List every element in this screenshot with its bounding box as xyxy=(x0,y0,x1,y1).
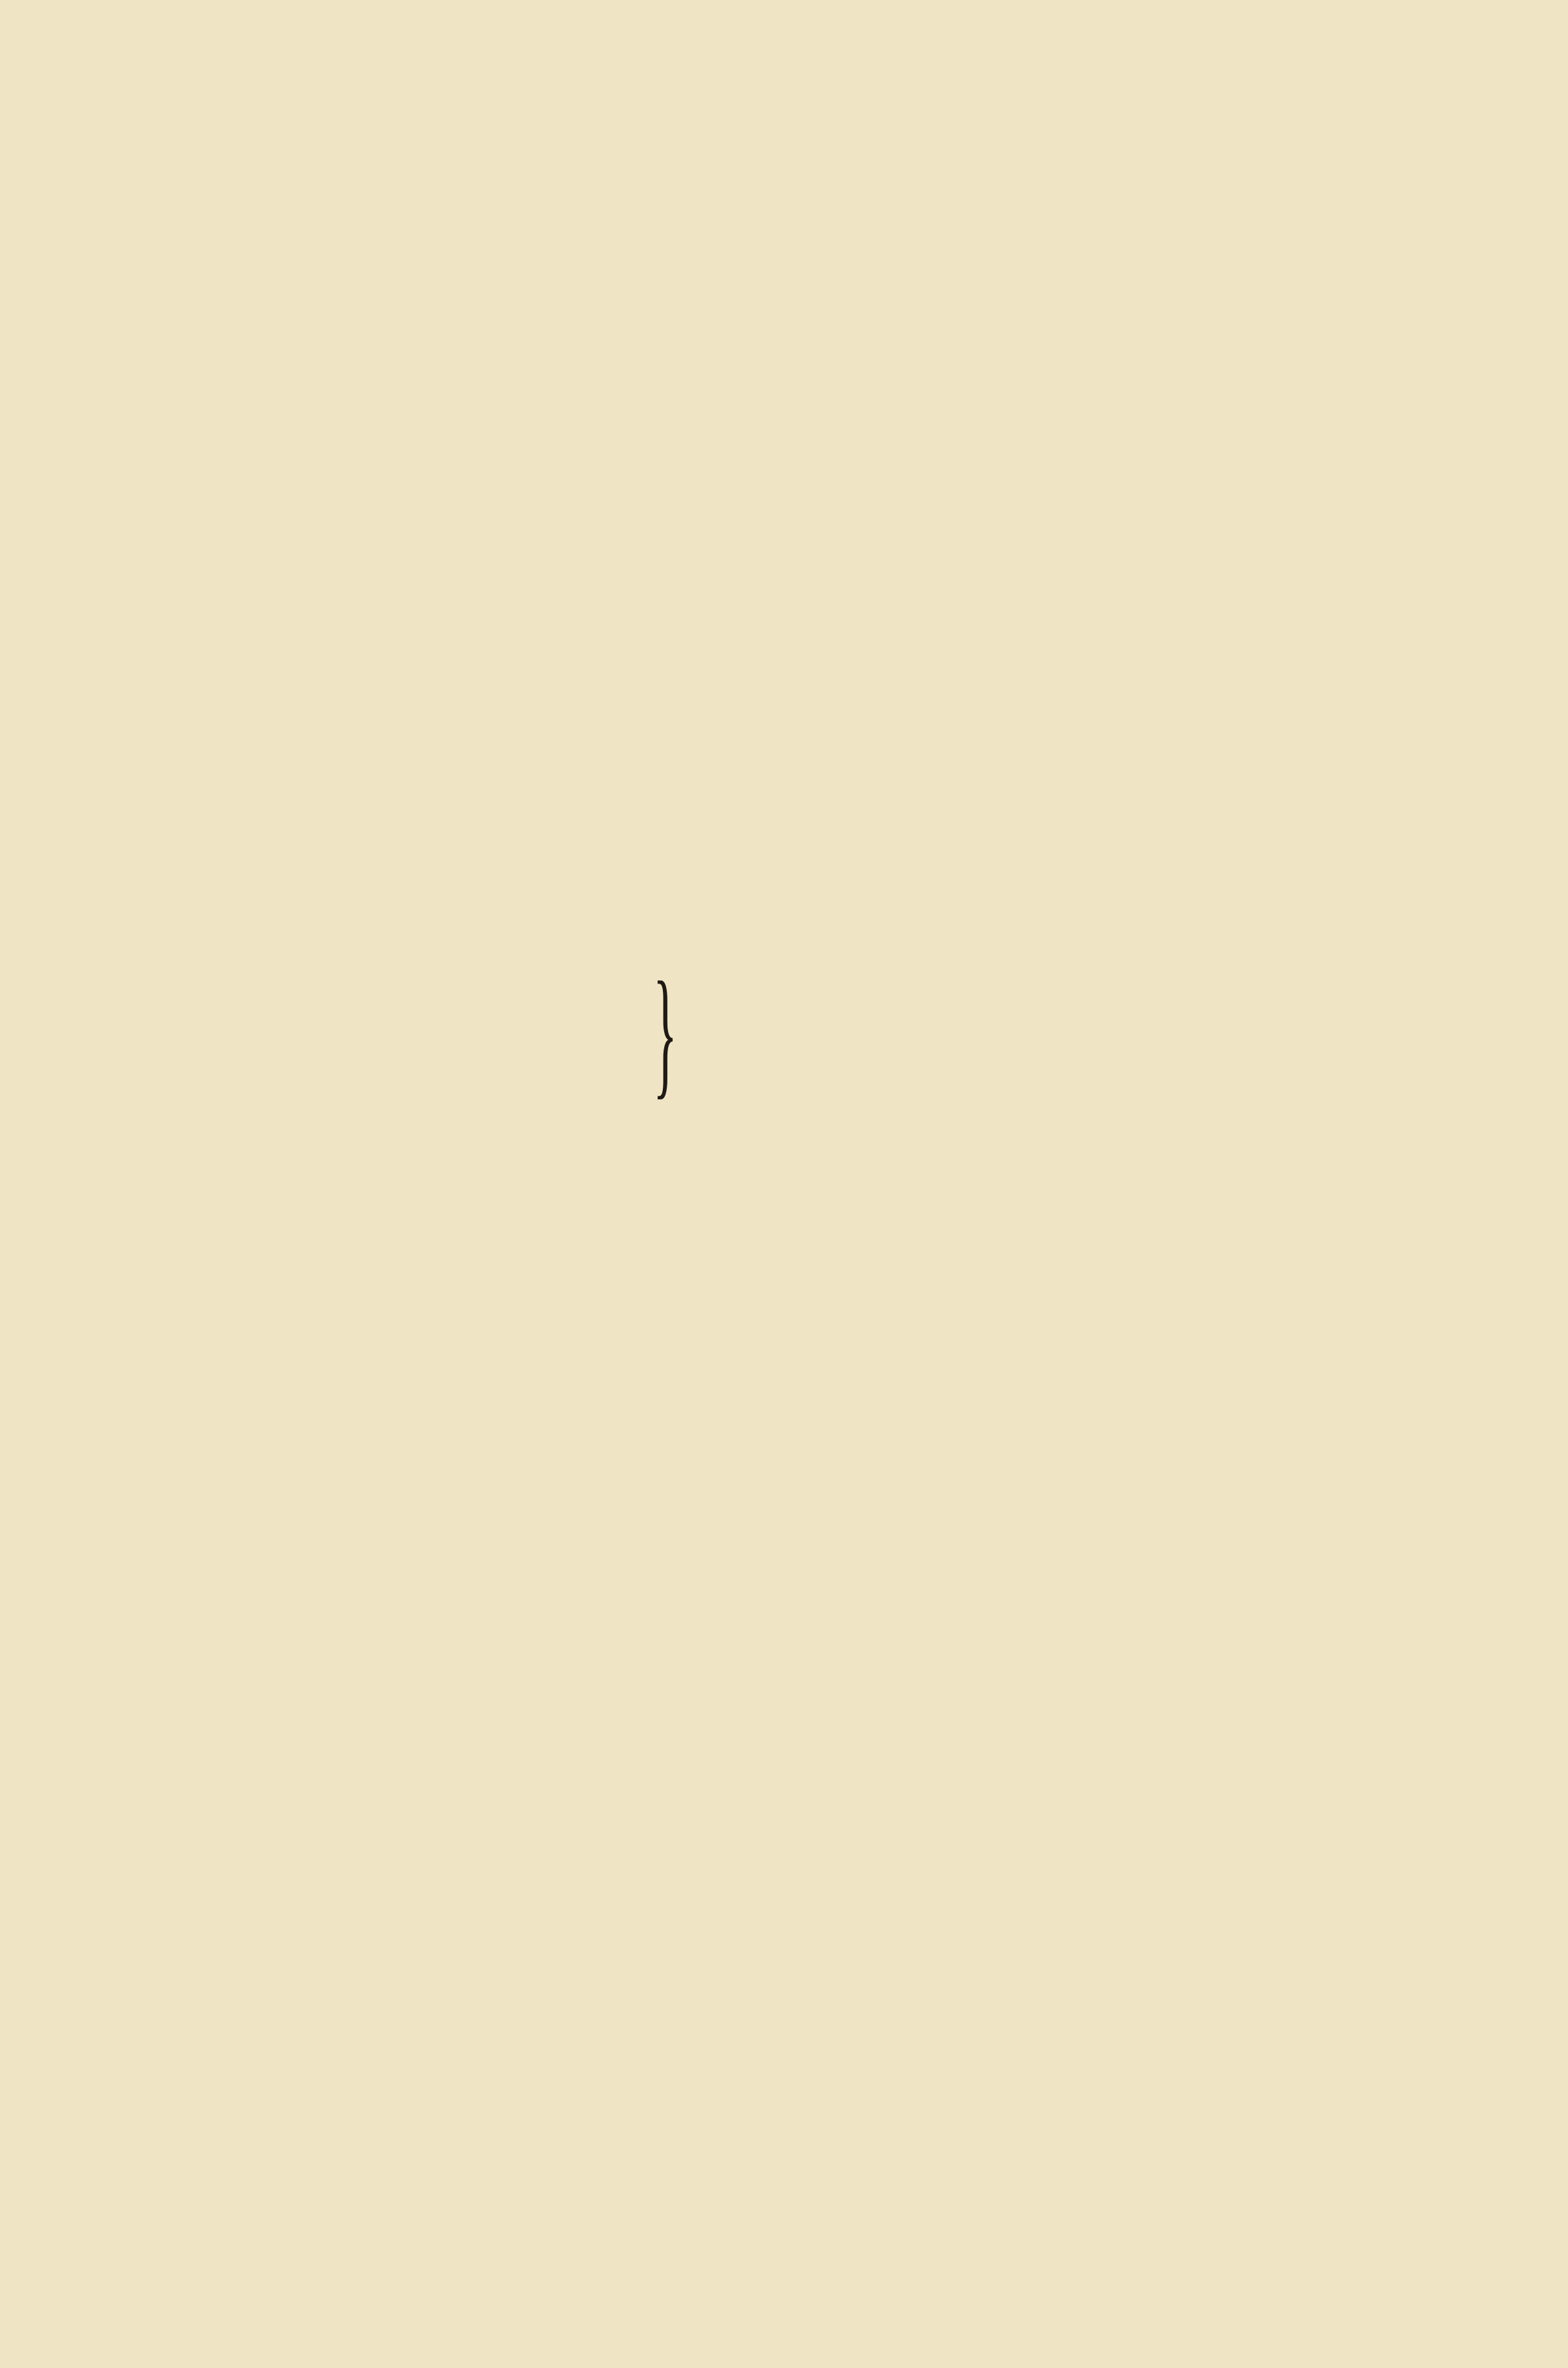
lyric-brace: } xyxy=(653,952,677,1112)
system-2-lyrics-left xyxy=(223,946,256,1311)
system-1-lyrics xyxy=(217,345,249,711)
